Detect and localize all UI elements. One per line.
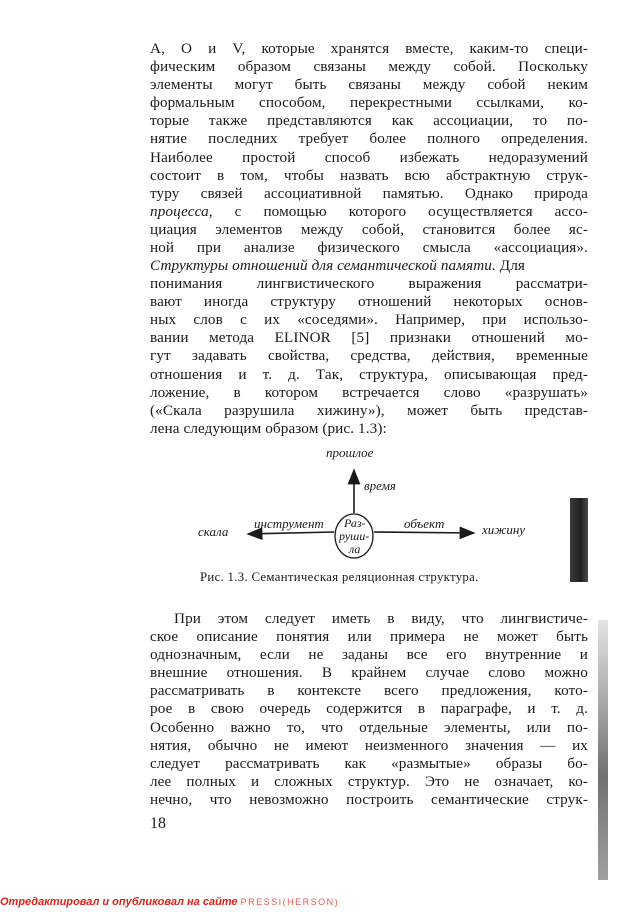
- text-line: процесса, с помощью которого осуществляется ассо-: [150, 202, 588, 220]
- time-edge-label: время: [364, 478, 396, 493]
- text-line: лее полных и сложных структур. Это не означает, ко-: [150, 772, 588, 790]
- text-line: Особенно важно то, что отдельные элементы, или по-: [150, 718, 588, 736]
- text-line: циация элементов между собой, становится более яс-: [150, 220, 588, 238]
- text-line: вают иногда структуру отношений некоторых основ-: [150, 293, 588, 311]
- page-number: 18: [150, 815, 166, 832]
- text-line: При этом следует иметь в виду, что лингвистиче-: [174, 610, 588, 627]
- watermark-tail: PRESSI(HERSON): [240, 897, 340, 907]
- text-line: вании метода ELINOR [5] признаки отношений мо-: [150, 329, 588, 347]
- text-line: ложение, в котором встречается слово «разрушать»: [150, 383, 588, 401]
- text-line: понимания лингвистического выражения рассматри-: [150, 275, 588, 293]
- text-line: ной при анализе физического смысла «ассоциация».: [150, 239, 588, 257]
- text-line: рассматривать в контексте всего предложения, кото-: [150, 682, 588, 700]
- text-line: торые также представляются как ассоциации, то по-: [150, 112, 588, 130]
- text-line: нятие последних требует более полного определения.: [150, 130, 588, 148]
- diagram-arrows: [150, 440, 590, 580]
- paragraph-first-line: [150, 257, 588, 275]
- scan-edge-shadow: [570, 498, 588, 582]
- top-node-label: прошлое: [326, 445, 374, 460]
- paragraph-semantic-structures: [150, 257, 588, 438]
- text-line: элементы могут быть связаны между собой неким: [150, 76, 588, 94]
- arrow-right: [374, 532, 474, 533]
- arrow-left: [248, 532, 334, 534]
- emphasized-word: процесса: [150, 202, 209, 220]
- text-line: Наиболее простой способ избежать недоразумений: [150, 148, 588, 166]
- text-line: однозначным, если не заданы все его внутренние и: [150, 646, 588, 664]
- figure-caption: Рис. 1.3. Семантическая реляционная структура.: [200, 570, 479, 584]
- text-line: ных слов с их «соседями». Например, при использо-: [150, 311, 588, 329]
- paragraph-linguistic-description: [150, 610, 588, 809]
- scan-edge-shadow-lower: [598, 620, 608, 880]
- instrument-edge-label: инструмент: [254, 516, 324, 531]
- text-line: внешние отношения. В крайнем случае слово можно: [150, 664, 588, 682]
- heading-line-tail: Для: [495, 257, 525, 274]
- text-line: следует рассматривать как «размытые» образы бо-: [150, 754, 588, 772]
- text-line: фическим образом связаны между собой. Поскольку: [150, 58, 588, 76]
- publisher-watermark: [0, 896, 339, 908]
- text-line: А, О и V, которые хранятся вместе, каким-то специ-: [150, 40, 588, 57]
- text-line: нятия, обычно не имеют неизменного значения — их: [150, 736, 588, 754]
- text-line: лена следующим образом (рис. 1.3):: [150, 419, 387, 437]
- center-node-line3: ла: [349, 542, 361, 556]
- paragraph-associative-memory: [150, 40, 588, 257]
- center-node-line1: Раз-: [344, 516, 366, 530]
- text-line: формальным способом, перекрестными ссылками, ко-: [150, 94, 588, 112]
- watermark-text: Отредактировал и опубликовал на сайте: [0, 896, 238, 908]
- text-line: рое в свою очередь содержится в параграфе, и т. д.: [150, 700, 588, 718]
- right-node-label: хижину: [482, 522, 526, 537]
- text-line: туру связей ассоциативной памятью. Однако природа: [150, 184, 588, 202]
- object-edge-label: объект: [404, 516, 445, 531]
- text-line: гут задавать свойства, средства, действия, временные: [150, 347, 588, 365]
- text-line: ское описание понятия или примера не может быть: [150, 628, 588, 646]
- text-line: состоит в том, чтобы назвать всю абстрактную струк-: [150, 166, 588, 184]
- text-line: отношения и т. д. Так, структура, описывающая пред-: [150, 365, 588, 383]
- section-heading: Структуры отношений для семантической памяти.: [150, 257, 496, 274]
- semantic-relation-diagram: [150, 440, 590, 580]
- text-line: нечно, что невозможно построить семантические струк-: [150, 790, 588, 808]
- left-node-label: скала: [198, 524, 229, 539]
- center-node-line2: руши-: [339, 529, 370, 543]
- text-line: («Скала разрушила хижину»), может быть представ-: [150, 401, 588, 419]
